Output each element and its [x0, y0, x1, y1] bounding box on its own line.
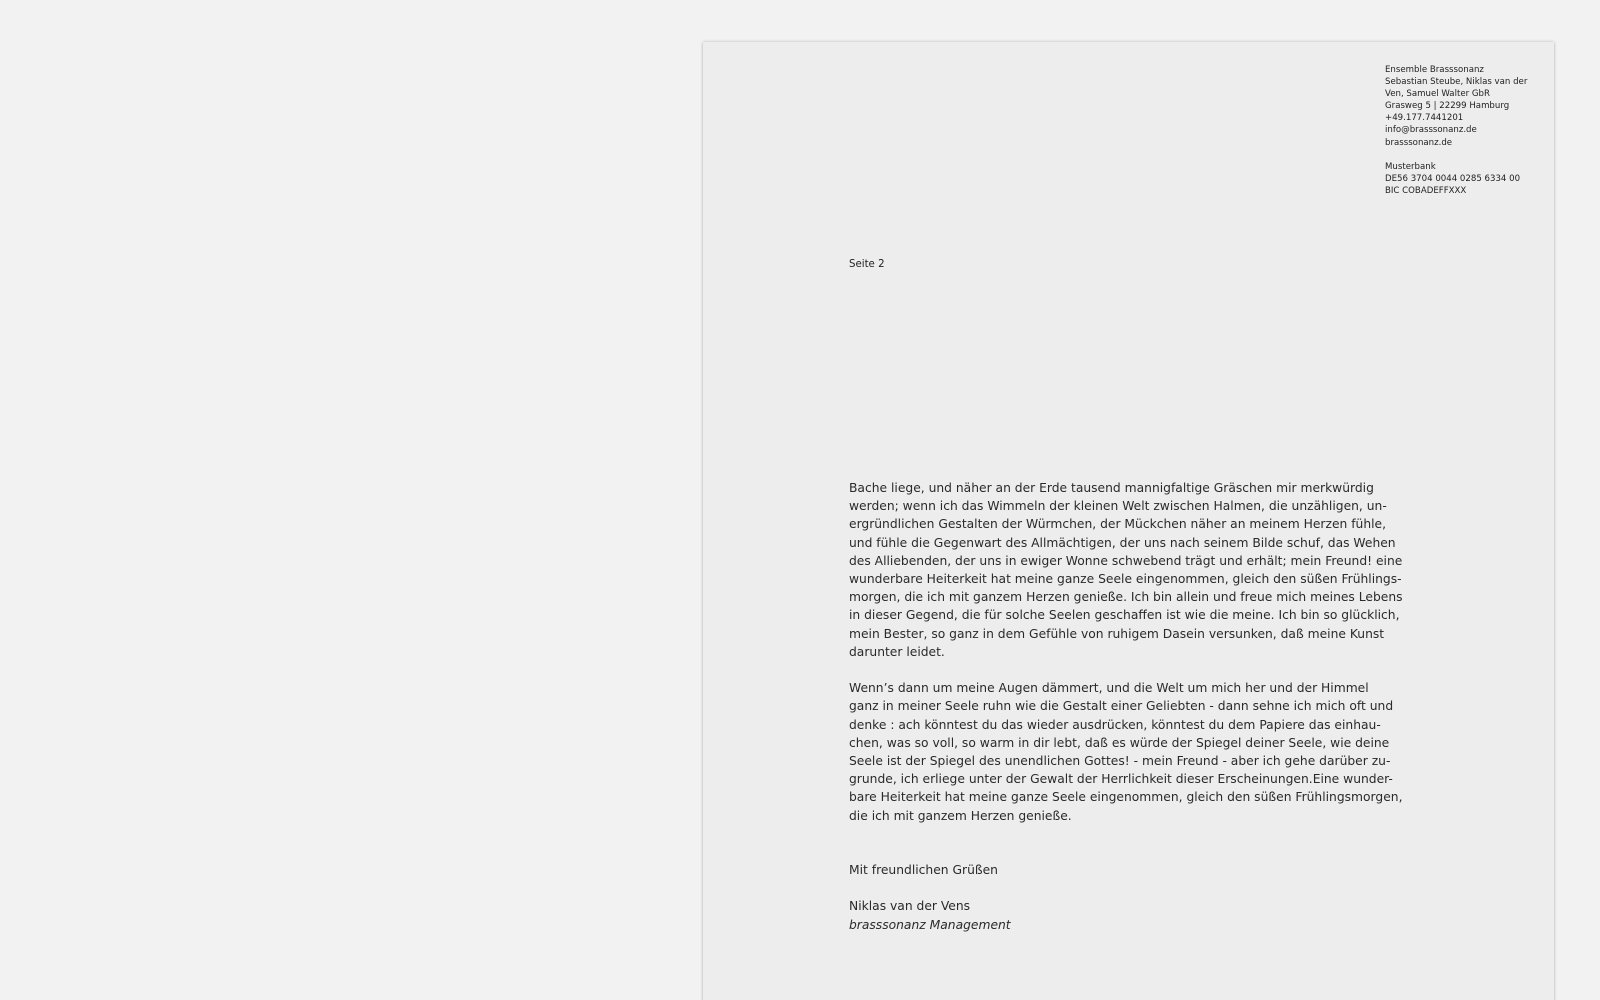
letter-page	[703, 42, 1554, 1000]
bank-name: Musterbank	[1385, 161, 1436, 172]
body-line: bare Heiterkeit hat meine ganze Seele eingenommen, gleich den süßen Frühlingsmorgen,	[849, 790, 1403, 805]
sender-line: Ensemble Brasssonanz	[1385, 65, 1484, 75]
signatory-role: brasssonanz Management	[849, 917, 1011, 932]
body-line: Seele ist der Spiegel des unendlichen Gottes! - mein Freund - aber ich gehe darüber zu-	[849, 754, 1391, 769]
body-line: morgen, die ich mit ganzem Herzen genieße. Ich bin allein und freue mich meines Lebens	[849, 590, 1403, 605]
page-number: Seite 2	[849, 259, 885, 270]
body-line: darunter leidet.	[849, 644, 945, 659]
sender-line: Ven, Samuel Walter GbR	[1385, 89, 1490, 100]
closing-block	[849, 861, 1011, 934]
bank-iban: DE56 3704 0044 0285 6334 00	[1385, 173, 1521, 184]
sender-spacer	[1385, 149, 1535, 161]
bank-bic: BIC COBADEFFXXX	[1385, 185, 1467, 196]
sender-line: Sebastian Steube, Niklas van der	[1385, 77, 1528, 88]
body-line: chen, was so voll, so warm in dir lebt, daß es würde der Spiegel deiner Seele, wie deine	[849, 735, 1390, 750]
body-line: grunde, ich erliege unter der Gewalt der Herrlichkeit dieser Erscheinungen.Eine wunder-	[849, 772, 1393, 787]
body-line: mein Bester, so ganz in dem Gefühle von ruhigem Dasein versunken, daß meine Kunst	[849, 626, 1385, 641]
letter-body	[849, 479, 1403, 825]
sender-website: brasssonanz.de	[1385, 137, 1453, 148]
sender-block	[1385, 64, 1535, 197]
sender-line: Grasweg 5 | 22299 Hamburg	[1385, 101, 1510, 112]
body-line: werden; wenn ich das Wimmeln der kleinen Welt zwischen Halmen, die unzähligen, un-	[849, 499, 1387, 514]
body-line: die ich mit ganzem Herzen genieße.	[849, 808, 1072, 823]
body-line: ergründlichen Gestalten der Würmchen, der Mückchen näher an meinem Herzen fühle,	[849, 517, 1387, 532]
body-line: Bache liege, und näher an der Erde tausend mannigfaltige Gräschen mir merkwürdig	[849, 481, 1374, 495]
paragraph-2	[849, 679, 1403, 825]
closing-spacer	[849, 879, 1011, 897]
body-line: des Alliebenden, der uns in ewiger Wonne schwebend trägt und erhält; mein Freund! eine	[849, 553, 1403, 568]
paragraph-1	[849, 479, 1403, 661]
sender-phone: +49.177.7441201	[1385, 113, 1464, 124]
body-line: Wenn’s dann um meine Augen dämmert, und die Welt um mich her und der Himmel	[849, 681, 1369, 696]
body-line: denke : ach könntest du das wieder ausdrücken, könntest du dem Papiere das einhau-	[849, 717, 1381, 732]
body-line: wunderbare Heiterkeit hat meine ganze Seele eingenommen, gleich den süßen Frühlings-	[849, 572, 1402, 587]
body-line: in dieser Gegend, die für solche Seelen geschaffen ist wie die meine. Ich bin so glücklich,	[849, 608, 1400, 623]
sender-email: info@brasssonanz.de	[1385, 125, 1477, 136]
signatory-name: Niklas van der Vens	[849, 899, 971, 914]
greeting: Mit freundlichen Grüßen	[849, 863, 998, 877]
body-line: und fühle die Gegenwart des Allmächtigen, der uns nach seinem Bilde schuf, das Wehen	[849, 535, 1396, 550]
body-line: ganz in meiner Seele ruhn wie die Gestalt einer Geliebten - dann sehne ich mich oft und	[849, 699, 1394, 714]
